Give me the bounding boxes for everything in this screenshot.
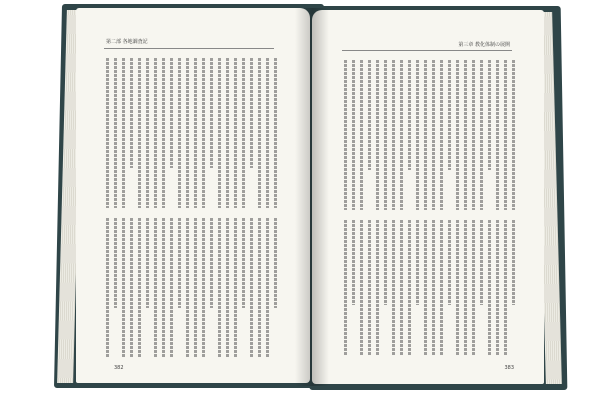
right-page-number: 383 xyxy=(504,365,514,371)
text-column xyxy=(186,218,189,358)
text-column xyxy=(400,60,403,210)
text-column xyxy=(178,218,181,308)
text-column xyxy=(352,220,355,305)
text-column xyxy=(488,220,491,355)
text-column xyxy=(368,60,371,170)
text-column xyxy=(186,58,189,208)
text-column xyxy=(376,220,379,355)
text-column xyxy=(480,220,483,305)
text-column xyxy=(250,218,253,358)
right-page xyxy=(312,10,544,384)
text-column xyxy=(360,60,363,210)
text-column xyxy=(456,60,459,210)
text-column xyxy=(154,218,157,358)
text-column xyxy=(352,60,355,210)
text-column xyxy=(512,60,515,210)
left-header-rule xyxy=(104,48,274,49)
text-column xyxy=(234,58,237,208)
left-page xyxy=(76,8,310,383)
text-column xyxy=(202,58,205,208)
text-column xyxy=(122,218,125,358)
text-column xyxy=(146,218,149,308)
text-column xyxy=(106,218,109,358)
right-header-rule xyxy=(342,50,512,51)
text-column xyxy=(448,220,451,305)
text-column xyxy=(226,58,229,208)
text-column xyxy=(170,218,173,358)
text-column xyxy=(432,60,435,210)
text-column xyxy=(258,218,261,358)
text-column xyxy=(218,218,221,358)
text-column xyxy=(344,220,347,355)
text-column xyxy=(384,220,387,305)
text-column xyxy=(274,58,277,208)
text-column xyxy=(424,220,427,355)
text-column xyxy=(106,58,109,208)
text-column xyxy=(424,60,427,210)
text-column xyxy=(138,218,141,358)
text-column xyxy=(384,60,387,210)
text-column xyxy=(242,218,245,308)
text-column xyxy=(480,60,483,210)
text-column xyxy=(496,220,499,355)
text-column xyxy=(432,220,435,355)
text-column xyxy=(122,58,125,208)
text-column xyxy=(114,218,117,308)
text-column xyxy=(464,60,467,210)
text-column xyxy=(114,58,117,208)
left-page-number: 382 xyxy=(114,365,124,371)
text-column xyxy=(400,220,403,355)
left-running-head: 第二部 各地調査記 xyxy=(106,39,148,45)
text-column xyxy=(344,60,347,210)
text-column xyxy=(416,60,419,210)
text-column xyxy=(138,58,141,208)
text-column xyxy=(440,60,443,210)
text-column xyxy=(258,58,261,208)
text-column xyxy=(368,220,371,355)
text-column xyxy=(274,218,277,308)
text-column xyxy=(392,60,395,210)
text-column xyxy=(416,220,419,305)
text-column xyxy=(456,220,459,355)
text-column xyxy=(162,58,165,208)
text-column xyxy=(234,218,237,358)
text-column xyxy=(496,60,499,210)
text-column xyxy=(178,58,181,208)
text-column xyxy=(210,58,213,168)
text-column xyxy=(376,60,379,210)
text-column xyxy=(472,220,475,355)
text-column xyxy=(194,218,197,358)
text-column xyxy=(266,218,269,358)
text-column xyxy=(266,58,269,208)
text-column xyxy=(250,58,253,168)
text-column xyxy=(242,58,245,208)
text-column xyxy=(130,218,133,358)
text-column xyxy=(170,58,173,168)
text-column xyxy=(448,60,451,170)
text-column xyxy=(154,58,157,208)
text-column xyxy=(512,220,515,305)
text-column xyxy=(210,218,213,308)
text-column xyxy=(472,60,475,210)
text-column xyxy=(202,218,205,358)
text-column xyxy=(194,58,197,208)
text-column xyxy=(440,220,443,355)
text-column xyxy=(360,220,363,355)
text-column xyxy=(504,220,507,355)
text-column xyxy=(464,220,467,355)
text-column xyxy=(146,58,149,208)
text-column xyxy=(488,60,491,170)
text-column xyxy=(162,218,165,358)
text-column xyxy=(408,60,411,170)
text-column xyxy=(504,60,507,210)
text-column xyxy=(226,218,229,358)
right-running-head: 第三章 教化体制の展開 xyxy=(458,42,510,48)
text-column xyxy=(408,220,411,355)
text-column xyxy=(392,220,395,355)
text-column xyxy=(218,58,221,208)
text-column xyxy=(130,58,133,168)
